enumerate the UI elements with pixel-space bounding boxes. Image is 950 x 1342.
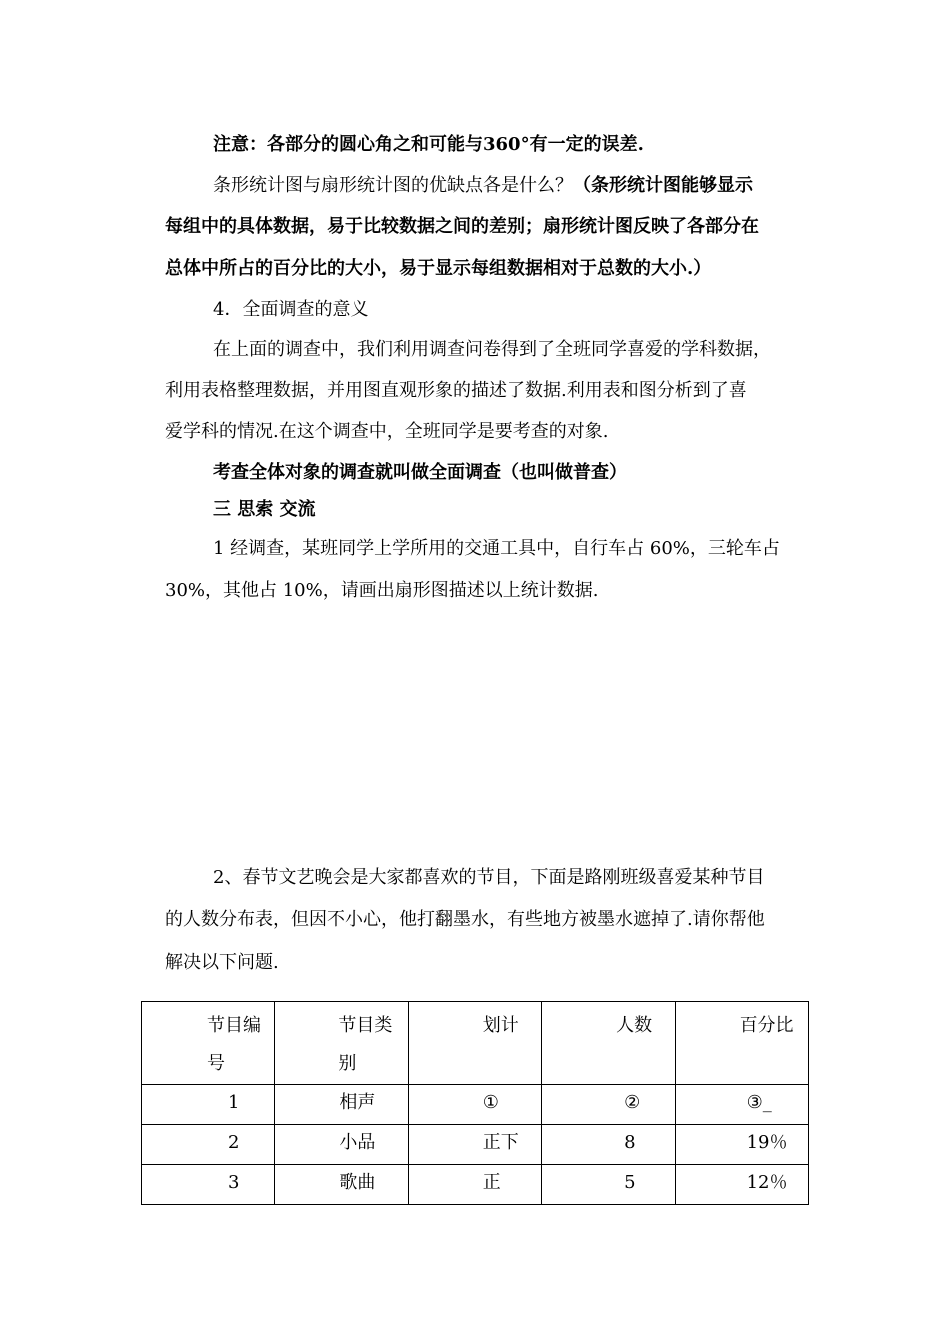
row-number: 3	[228, 1172, 240, 1193]
row-percent: 12％	[746, 1172, 788, 1193]
header-program-number: 节目编 号	[142, 1002, 275, 1085]
row-number: 1	[228, 1092, 240, 1113]
question-text: 条形统计图与扇形统计图的优缺点各是什么？	[213, 175, 573, 196]
survey-line-3: 爱学科的情况.在这个调查中，全班同学是要考查的对象.	[165, 421, 609, 442]
row-percent: 19％	[746, 1132, 788, 1153]
program-distribution-table	[141, 1001, 809, 1205]
row-category: 歌曲	[339, 1172, 376, 1193]
section-3-heading: 三 思索 交流	[213, 499, 316, 520]
row-percent: ③_	[746, 1092, 772, 1113]
table-row	[142, 1085, 809, 1125]
definition-paragraph: 考查全体对象的调查就叫做全面调查（也叫做普查）	[213, 462, 627, 483]
table-row	[142, 1125, 809, 1165]
question-answer-start: （条形统计图能够显示	[573, 175, 753, 196]
question-2-line-1: 2、春节文艺晚会是大家都喜欢的节目，下面是路刚班级喜爱某种节目	[213, 867, 765, 888]
question-line-2: 每组中的具体数据，易于比较数据之间的差别；扇形统计图反映了各部分在	[165, 216, 759, 237]
row-count: ②	[624, 1092, 641, 1113]
table-row	[142, 1165, 809, 1205]
header-percent: 百分比	[675, 1002, 808, 1085]
survey-line-2: 利用表格整理数据，并用图直观形象的描述了数据.利用表和图分析到了喜	[165, 380, 747, 401]
table-header-row	[142, 1002, 809, 1085]
question-1-line-2: 30%，其他占 10%，请画出扇形图描述以上统计数据.	[165, 580, 599, 601]
row-tally: 正下	[482, 1132, 519, 1153]
survey-line-1: 在上面的调查中，我们利用调查问卷得到了全班同学喜爱的学科数据，	[213, 339, 771, 360]
row-category: 相声	[339, 1092, 376, 1113]
header-count: 人数	[542, 1002, 675, 1085]
row-tally: ①	[482, 1092, 499, 1113]
header-tally: 划计	[408, 1002, 541, 1085]
row-category: 小品	[339, 1132, 376, 1153]
question-2-line-3: 解决以下问题.	[165, 952, 279, 973]
row-number: 2	[228, 1132, 240, 1153]
row-tally: 正	[482, 1172, 501, 1193]
note-paragraph: 注意：各部分的圆心角之和可能与360°有一定的误差.	[213, 134, 644, 155]
question-2-line-2: 的人数分布表，但因不小心，他打翻墨水，有些地方被墨水遮掉了.请你帮他	[165, 909, 765, 930]
row-count: 5	[624, 1172, 636, 1193]
question-line-3: 总体中所占的百分比的大小，易于显示每组数据相对于总数的大小.）	[165, 258, 712, 279]
section-4-heading: 4．全面调查的意义	[213, 299, 369, 320]
header-program-category: 节目类 别	[275, 1002, 408, 1085]
question-line-1	[0, 174, 950, 198]
row-count: 8	[624, 1132, 636, 1153]
question-1-line-1: 1 经调查，某班同学上学所用的交通工具中，自行车占 60%，三轮车占	[213, 538, 780, 559]
